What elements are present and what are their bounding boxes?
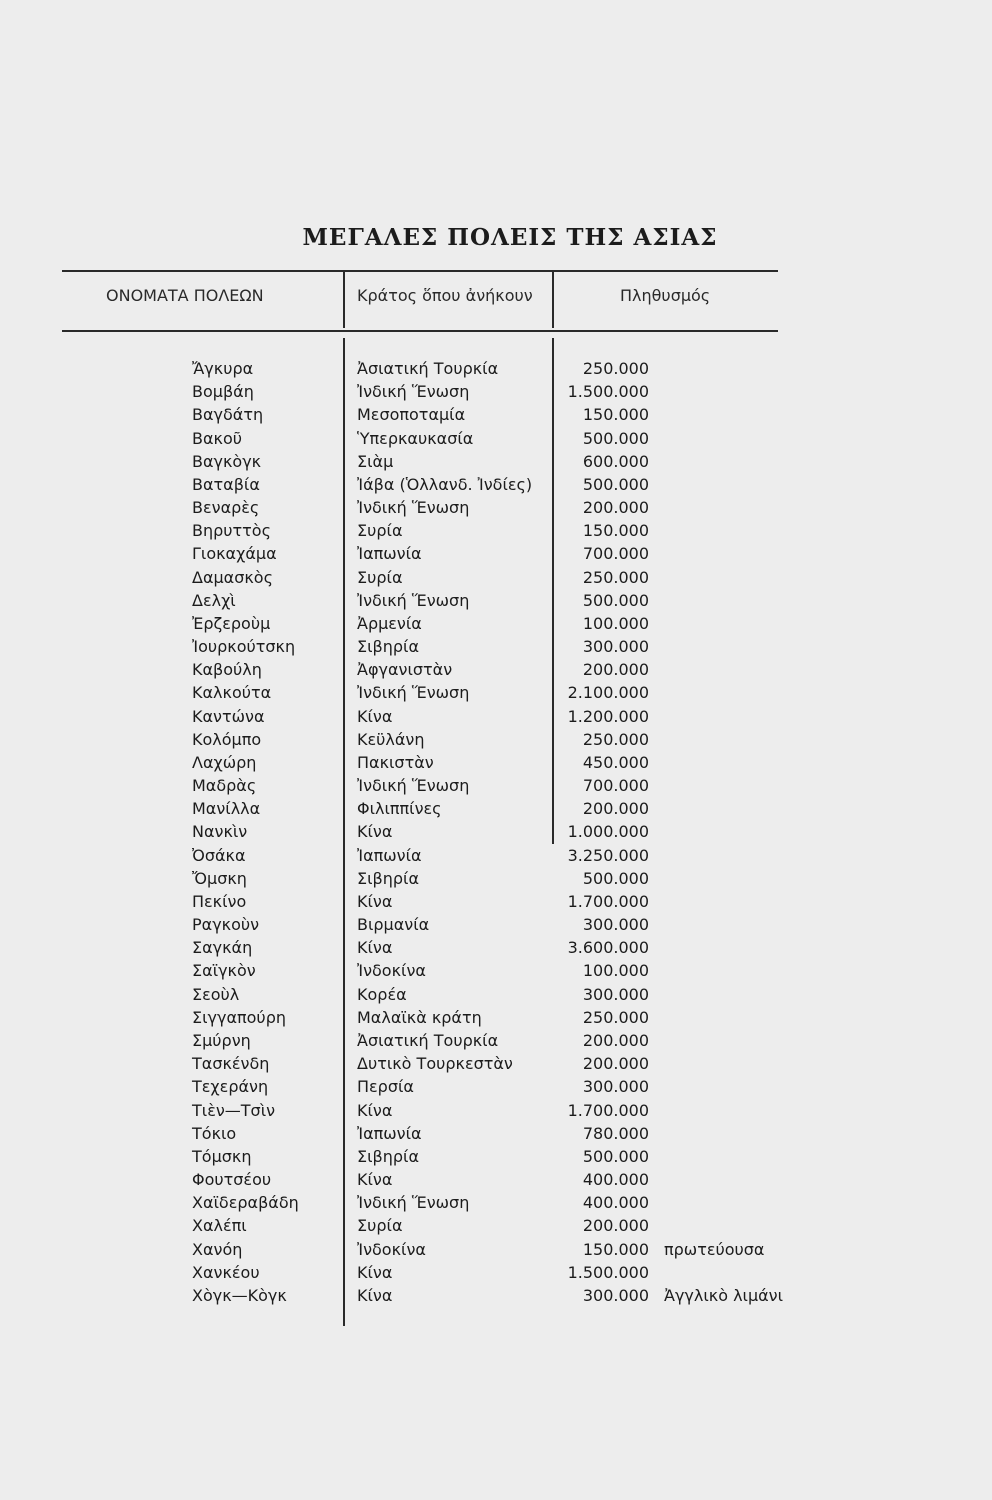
state-name: Συρία <box>357 1216 403 1236</box>
population-value: 1.700.000 <box>567 1100 649 1120</box>
state-name: Ἰαπωνία <box>357 544 422 564</box>
population-value: 1.200.000 <box>567 706 649 726</box>
city-name: Σιγγαπούρη <box>192 1007 286 1027</box>
state-name: Σιβηρία <box>357 1146 419 1166</box>
population-value: 500.000 <box>582 868 649 888</box>
population-value: 3.250.000 <box>567 845 649 865</box>
table-row <box>0 683 992 706</box>
table-row <box>0 1031 992 1054</box>
state-name: Ἀσιατική Τουρκία <box>357 359 499 378</box>
population-value: 3.600.000 <box>567 938 649 958</box>
city-name: Βεναρὲς <box>192 498 260 518</box>
table-row <box>0 452 992 475</box>
population-value: 1.500.000 <box>567 1262 649 1282</box>
state-name: Κίνα <box>357 1100 393 1120</box>
state-name: Ἰνδική Ἕνωση <box>357 590 470 610</box>
row-note: πρωτεύουσα <box>664 1239 765 1259</box>
state-name: Ἰνδική Ἕνωση <box>357 498 470 518</box>
city-name: Τιὲν—Τσὶν <box>192 1100 276 1120</box>
city-name: Δαμασκὸς <box>192 567 273 587</box>
page-title: ΜΕΓΑΛΕΣ ΠΟΛΕΙΣ ΤΗΣ ΑΣΙΑΣ <box>302 224 718 251</box>
state-name: Σιβηρία <box>357 637 419 657</box>
state-name: Κίνα <box>357 822 393 842</box>
table-row <box>0 799 992 822</box>
table-row <box>0 568 992 591</box>
row-note: Ἀγγλικὸ λιμάνι <box>664 1285 784 1305</box>
table-row <box>0 475 992 498</box>
population-value: 500.000 <box>582 474 649 494</box>
table-row <box>0 1286 992 1309</box>
table-row <box>0 1124 992 1147</box>
state-name: Κεϋλάνη <box>357 729 425 749</box>
table-row <box>0 776 992 799</box>
state-name: Κίνα <box>357 1170 393 1190</box>
population-value: 200.000 <box>582 1030 649 1050</box>
population-value: 300.000 <box>582 1077 649 1097</box>
city-name: Βαταβία <box>192 474 260 494</box>
population-value: 500.000 <box>582 1146 649 1166</box>
population-value: 250.000 <box>582 359 649 378</box>
city-name: Μαδρὰς <box>192 776 257 796</box>
population-value: 150.000 <box>582 405 649 425</box>
state-name: Συρία <box>357 567 403 587</box>
table-row <box>0 961 992 984</box>
population-value: 200.000 <box>582 498 649 518</box>
state-name: Ἰάβα (Ὁλλανδ. Ἰνδίες) <box>357 474 533 494</box>
city-name: Χαλέπι <box>192 1216 247 1236</box>
population-value: 1.500.000 <box>567 382 649 402</box>
city-name: Νανκὶν <box>192 822 248 842</box>
table-row <box>0 591 992 614</box>
population-value: 100.000 <box>582 961 649 981</box>
city-table-body <box>0 359 992 1309</box>
column-divider-2 <box>552 272 554 328</box>
city-name: Σαγκάη <box>192 938 253 958</box>
table-row <box>0 915 992 938</box>
city-name: Τόμσκη <box>192 1146 252 1166</box>
state-name: Δυτικὸ Τουρκεστὰν <box>357 1054 513 1074</box>
population-value: 150.000 <box>582 1239 649 1259</box>
state-name: Κίνα <box>357 1262 393 1282</box>
city-name: Βομβάη <box>192 382 254 402</box>
population-value: 1.000.000 <box>567 822 649 842</box>
table-row <box>0 359 992 382</box>
state-name: Φιλιππίνες <box>357 799 442 819</box>
table-row <box>0 869 992 892</box>
state-name: Μαλαϊκὰ κράτη <box>357 1007 482 1027</box>
city-name: Καβούλη <box>192 660 262 680</box>
city-name: Βακοῦ <box>192 428 242 448</box>
population-value: 200.000 <box>582 1054 649 1074</box>
table-row <box>0 1193 992 1216</box>
population-value: 300.000 <box>582 984 649 1004</box>
state-name: Μεσοποταμία <box>357 405 466 425</box>
table-row <box>0 1077 992 1100</box>
table-row <box>0 405 992 428</box>
state-name: Ἰνδική Ἕνωση <box>357 776 470 796</box>
population-value: 500.000 <box>582 428 649 448</box>
city-name: Σμύρνη <box>192 1030 251 1050</box>
city-name: Ἄγκυρα <box>192 359 254 378</box>
population-value: 400.000 <box>582 1193 649 1213</box>
population-value: 500.000 <box>582 590 649 610</box>
table-row <box>0 521 992 544</box>
state-name: Ἰνδική Ἕνωση <box>357 1193 470 1213</box>
city-name: Σαϊγκὸν <box>192 961 256 981</box>
table-row <box>0 1240 992 1263</box>
state-name: Κίνα <box>357 938 393 958</box>
header-state: Κράτος ὅπου ἀνήκουν <box>357 286 533 305</box>
state-name: Πακιστὰν <box>357 752 434 772</box>
city-name: Φουτσέου <box>192 1170 272 1190</box>
population-value: 700.000 <box>582 776 649 796</box>
table-row <box>0 1101 992 1124</box>
city-name: Χαϊδεραβάδη <box>192 1193 299 1213</box>
state-name: Ἀσιατική Τουρκία <box>357 1030 499 1050</box>
city-name: Ὄμσκη <box>192 868 247 888</box>
city-name: Καντώνα <box>192 706 265 726</box>
table-row <box>0 1008 992 1031</box>
table-row <box>0 938 992 961</box>
state-name: Σιὰμ <box>357 451 394 471</box>
state-name: Ὑπερκαυκασία <box>357 428 474 448</box>
population-value: 400.000 <box>582 1170 649 1190</box>
table-row <box>0 985 992 1008</box>
city-name: Βαγκὸγκ <box>192 451 262 471</box>
state-name: Περσία <box>357 1077 414 1097</box>
table-row <box>0 892 992 915</box>
state-name: Ἰνδική Ἕνωση <box>357 683 470 703</box>
population-value: 600.000 <box>582 451 649 471</box>
state-name: Κίνα <box>357 706 393 726</box>
population-value: 250.000 <box>582 567 649 587</box>
table-row <box>0 1147 992 1170</box>
city-name: Κολόμπο <box>192 729 262 749</box>
table-row <box>0 498 992 521</box>
table-row <box>0 707 992 730</box>
state-name: Ἰνδοκίνα <box>357 1239 426 1259</box>
column-divider-1 <box>343 272 345 328</box>
state-name: Ἀρμενία <box>357 613 422 633</box>
city-name: Ἐρζεροὺμ <box>192 613 271 633</box>
city-name: Πεκίνο <box>192 891 247 911</box>
state-name: Συρία <box>357 521 403 541</box>
table-row <box>0 382 992 405</box>
city-name: Τεχεράνη <box>192 1077 269 1097</box>
city-name: Χανκέου <box>192 1262 260 1282</box>
population-value: 250.000 <box>582 729 649 749</box>
table-row <box>0 614 992 637</box>
state-name: Ἰαπωνία <box>357 845 422 865</box>
table-row <box>0 822 992 845</box>
population-value: 1.700.000 <box>567 891 649 911</box>
population-value: 300.000 <box>582 915 649 935</box>
population-value: 780.000 <box>582 1123 649 1143</box>
table-row <box>0 660 992 683</box>
population-value: 300.000 <box>582 637 649 657</box>
table-row <box>0 1170 992 1193</box>
population-value: 200.000 <box>582 799 649 819</box>
city-name: Μανίλλα <box>192 799 261 819</box>
table-row <box>0 1216 992 1239</box>
population-value: 700.000 <box>582 544 649 564</box>
header-city: ΟΝΟΜΑΤΑ ΠΟΛΕΩΝ <box>106 286 264 305</box>
population-value: 200.000 <box>582 660 649 680</box>
state-name: Κορέα <box>357 984 407 1004</box>
city-name: Βηρυττὸς <box>192 521 271 541</box>
table-row <box>0 730 992 753</box>
state-name: Σιβηρία <box>357 868 419 888</box>
header-bottom-rule <box>62 330 778 332</box>
city-name: Χὸγκ—Κὸγκ <box>192 1285 287 1305</box>
city-name: Χανόη <box>192 1239 243 1259</box>
table-row <box>0 429 992 452</box>
city-name: Δελχὶ <box>192 590 236 610</box>
city-name: Ραγκοὺν <box>192 915 260 935</box>
table-row <box>0 1263 992 1286</box>
city-name: Λαχώρη <box>192 752 257 772</box>
city-name: Τασκένδη <box>192 1054 270 1074</box>
city-name: Γιοκαχάμα <box>192 544 277 564</box>
header-population: Πληθυσμός <box>620 286 711 305</box>
state-name: Ἰνδική Ἕνωση <box>357 382 470 402</box>
table-row <box>0 1054 992 1077</box>
table-row <box>0 753 992 776</box>
state-name: Ἰνδοκίνα <box>357 961 426 981</box>
table-row <box>0 544 992 567</box>
city-name: Ὀσάκα <box>192 845 246 865</box>
city-name: Τόκιο <box>192 1123 237 1143</box>
population-value: 450.000 <box>582 752 649 772</box>
population-value: 300.000 <box>582 1285 649 1305</box>
table-row <box>0 637 992 660</box>
state-name: Κίνα <box>357 1285 393 1305</box>
state-name: Κίνα <box>357 891 393 911</box>
city-name: Καλκούτα <box>192 683 272 703</box>
population-value: 100.000 <box>582 613 649 633</box>
population-value: 200.000 <box>582 1216 649 1236</box>
population-value: 250.000 <box>582 1007 649 1027</box>
population-value: 2.100.000 <box>567 683 649 703</box>
state-name: Ἰαπωνία <box>357 1123 422 1143</box>
population-value: 150.000 <box>582 521 649 541</box>
city-name: Ἰουρκούτσκη <box>192 637 296 657</box>
state-name: Ἀφγανιστὰν <box>357 660 453 680</box>
header-top-rule <box>62 270 778 272</box>
state-name: Βιρμανία <box>357 915 430 935</box>
table-row <box>0 846 992 869</box>
city-name: Βαγδάτη <box>192 405 264 425</box>
city-name: Σεοὺλ <box>192 984 240 1004</box>
